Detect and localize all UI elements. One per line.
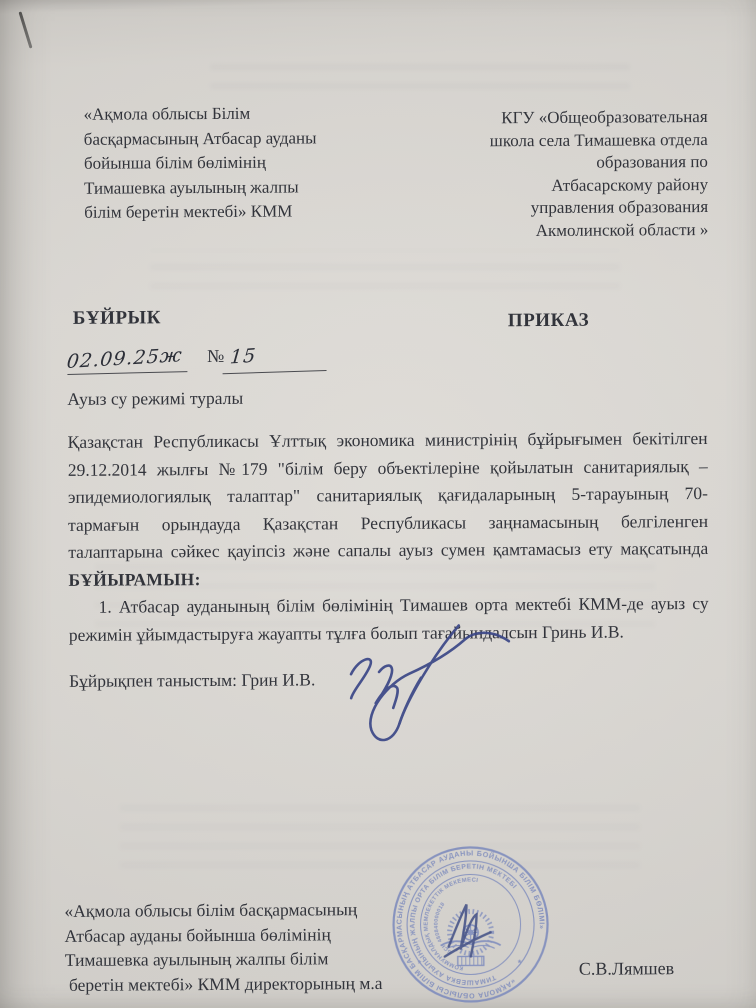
header-line: білім беретін мектебі» КММ [84, 201, 293, 222]
stamp-bin-text: БСН 480840000018 [433, 901, 454, 955]
stamp-star-left: * [417, 958, 422, 969]
footer-line: Атбасар ауданы бойынша бөлімінің [64, 923, 331, 946]
header-line: КГУ «Общеобразовательная [501, 106, 708, 128]
body-line: талаптарына сәйкес қауіпсіз және сапалы ауыз сумен қамтамасыз ету мақсатында [68, 537, 709, 562]
order-date-number-row [67, 344, 397, 380]
header-line: Атбасарскому району [551, 174, 709, 195]
footer-org-block [64, 897, 425, 997]
grin-signature-icon [299, 615, 515, 751]
header-line: Акмолинской области » [535, 219, 709, 240]
stamp-star-right: * [517, 958, 522, 969]
header-line: школа села Тимашевка отдела [489, 129, 708, 150]
header-line: басқармасының Атбасар ауданы [83, 127, 317, 149]
footer-line: «Ақмола облысы білім басқармасының [64, 899, 358, 921]
director-signature-name: С.В.Лямшев [578, 958, 675, 979]
official-stamp [390, 844, 551, 1005]
handwritten-date: 02.09.25ж [65, 344, 184, 373]
number-sign: № [207, 345, 225, 367]
body-line: тармағын орындауда Қазақстан Республикасы заңнамасының белгіленген [68, 510, 709, 535]
header-line: бойынша білім бөлімінің [83, 152, 266, 173]
order-item-1-line-1: 1. Атбасар ауданының білім бөлімінің Тимашев орта мектебі КММ-де ауыз су [98, 592, 709, 617]
footer-line: беретін мектебі» КММ директорының м.а [68, 972, 383, 995]
order-title-kazakh: БҰЙРЫК [72, 307, 162, 329]
number-field [222, 343, 327, 374]
header-line: «Ақмола облысы Білім [83, 103, 251, 124]
header-line: Тимашевка ауылының жалпы [84, 176, 299, 198]
body-line: Қазақстан Республикасы Ұлттық экономика министрінің бұйрығымен бекітілген [67, 427, 708, 452]
body-line: 29.12.2014 жылғы №179 "білім беру объектілеріне қойылатын санитариялық – [67, 455, 708, 480]
header-org-russian [396, 106, 709, 243]
header-line: управления образования [530, 196, 709, 218]
footer-line: Тимашевка ауылының жалпы білім [64, 948, 329, 970]
header-org-kazakh [84, 101, 395, 225]
resolve-heading: БҰЙЫРАМЫН: [68, 568, 201, 590]
handwritten-number: 15 [228, 344, 258, 369]
stamp-outer-ring-text: «АҚМОЛА ОБЛЫСЫ БІЛІМ БАСҚАРМАСЫНЫҢ АТБАСАР АУДАНЫ БОЙЫНША БІЛІМ БӨЛІМІ» [394, 848, 547, 1001]
stamp-middle-ring-text: ТИМАШЕВКА АУЫЛЫНЫҢ ЖАЛПЫ ОРТА БІЛІМ БЕРЕТІН МЕКТЕБІ [409, 863, 518, 986]
acknowledgment-line: Бұйрықпен таныстым: Грин И.В. [69, 669, 316, 691]
header-line: образования по [596, 151, 708, 172]
body-line: эпидемиологиялық талаптар" санитариялық қағидаларының 5-тарауының 70- [67, 482, 708, 507]
order-title-russian: ПРИКАЗ [507, 309, 590, 332]
order-item-1-line-2: режимін ұйымдастыруға жауапты тұлға болып тағайындалсын Гринь И.В. [68, 621, 624, 645]
stamp-inner-arc-text: КОММУНАЛДЫҚ МЕМЛЕКЕТТІК МЕКЕМЕСІ [423, 877, 479, 971]
order-subject: Ауыз су режимі туралы [67, 387, 244, 409]
date-field [67, 346, 188, 375]
